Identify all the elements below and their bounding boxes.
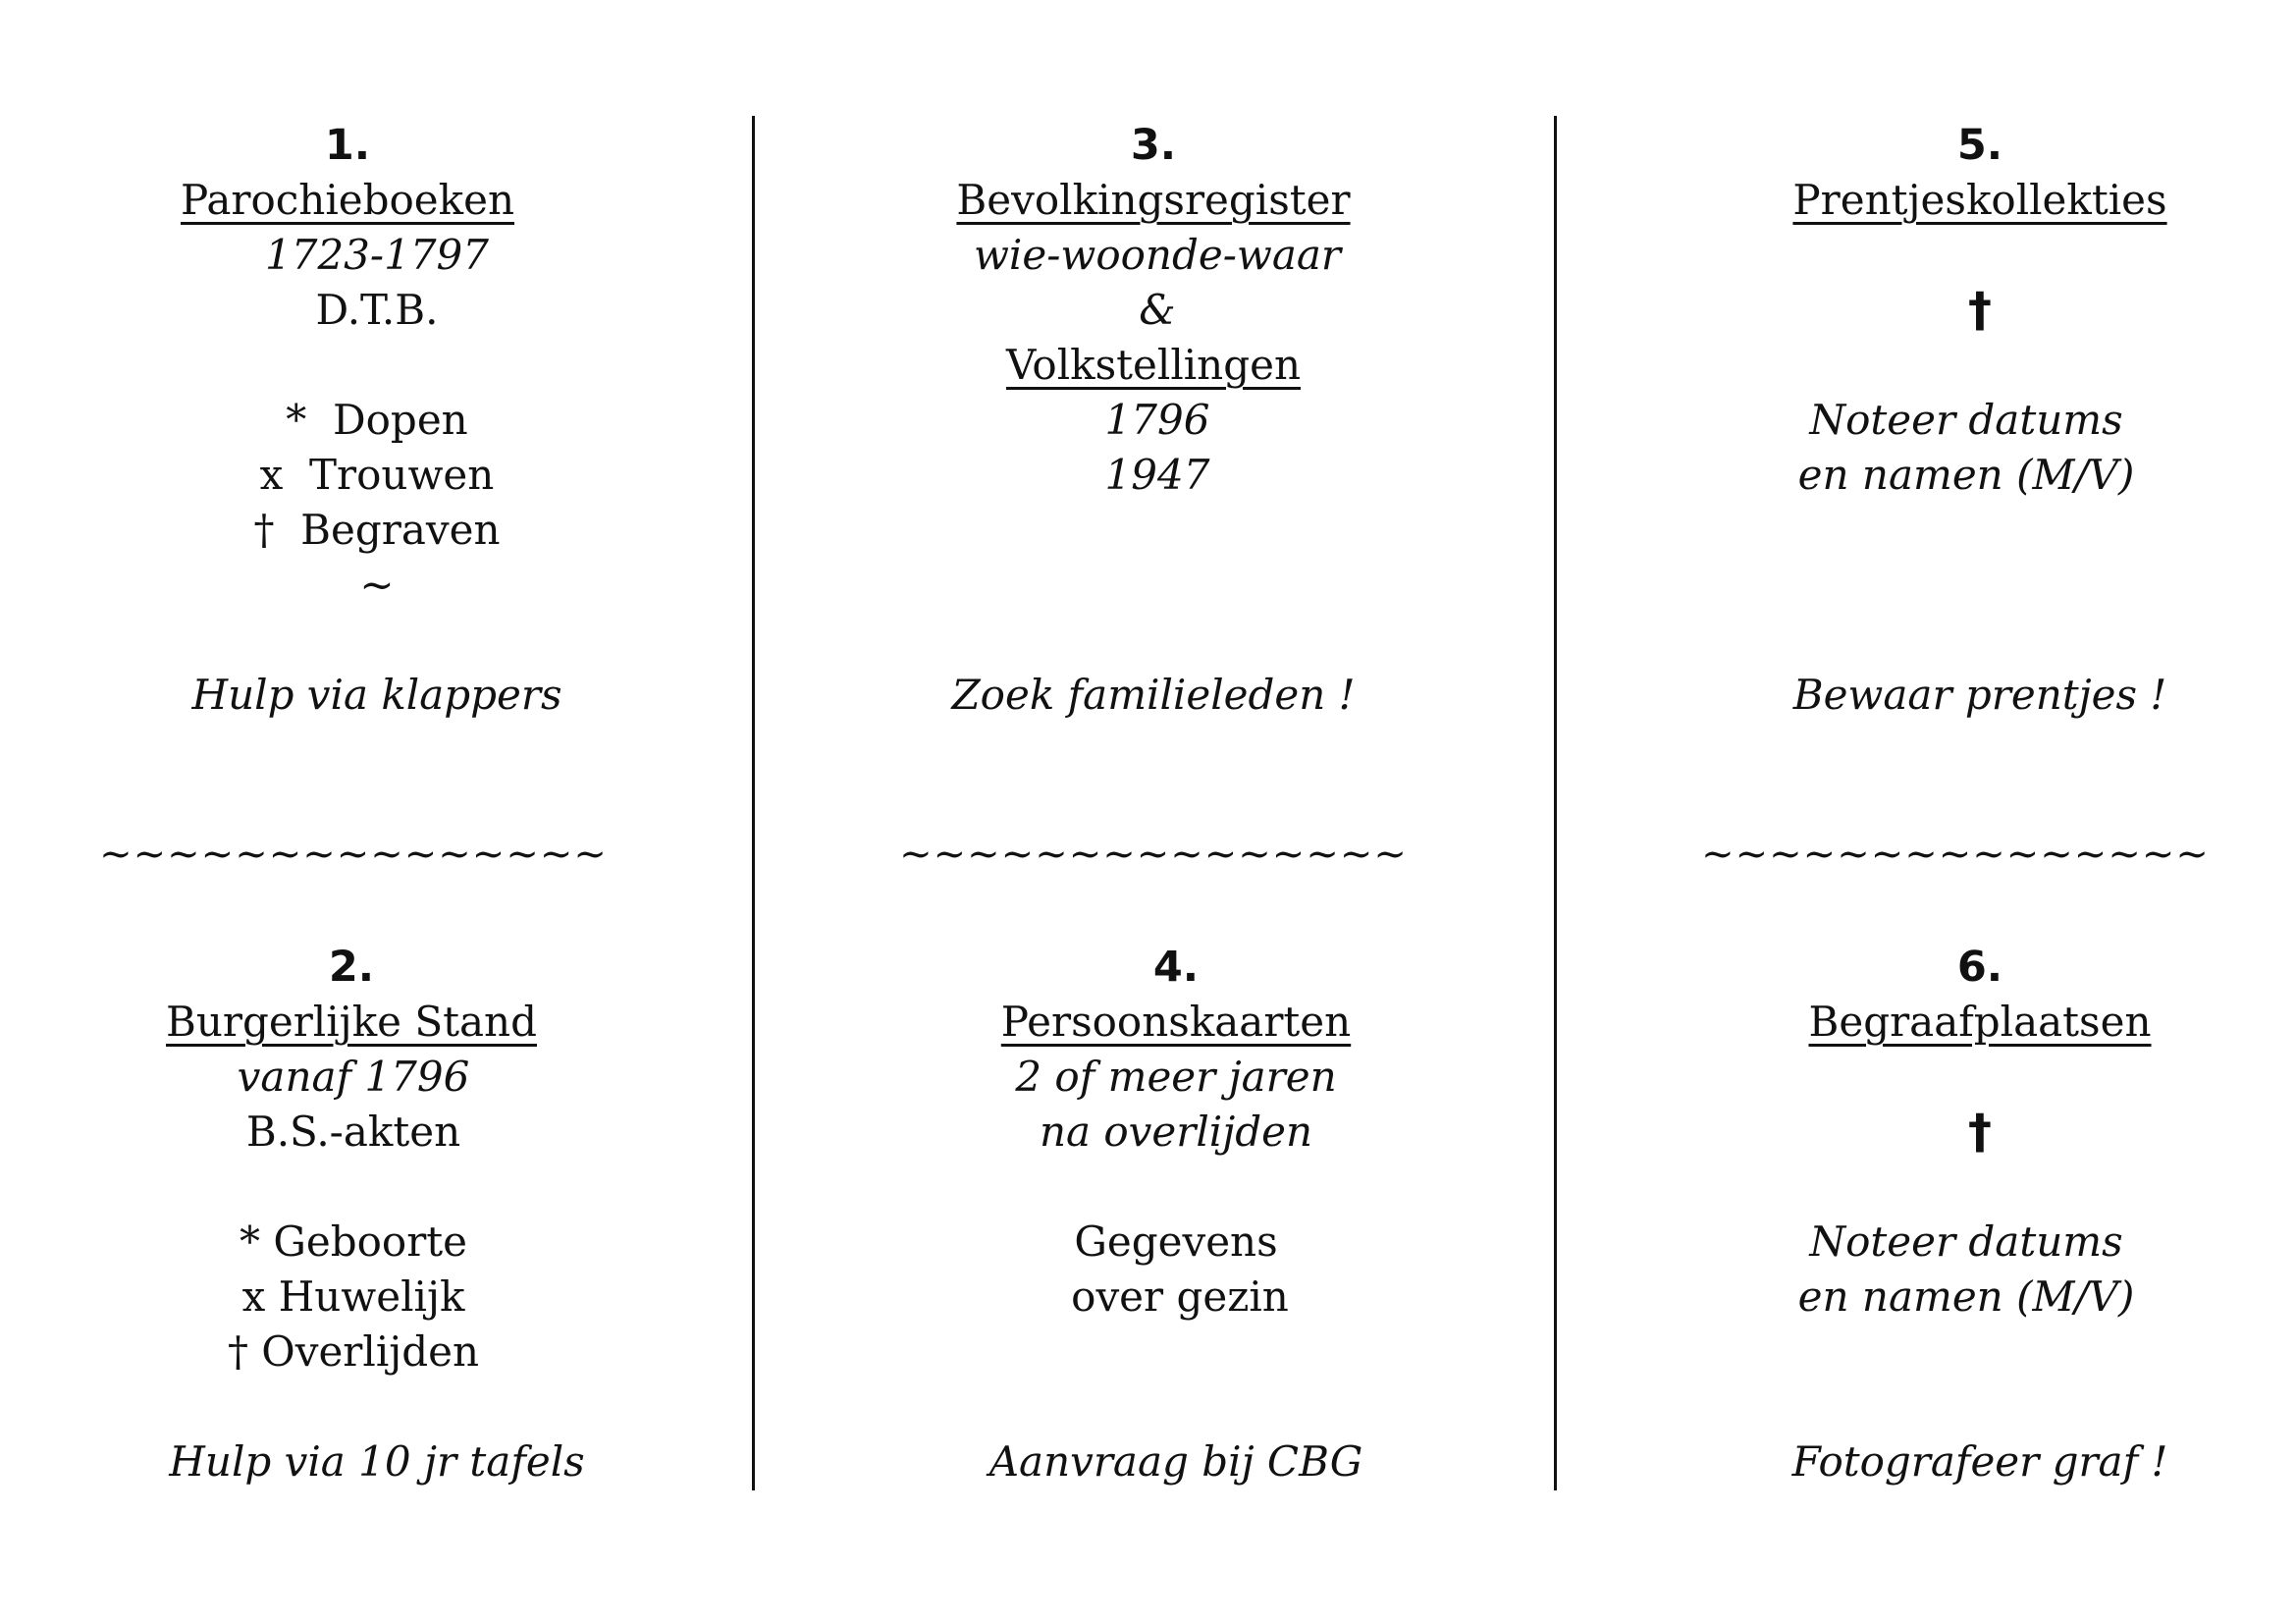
section-tip: Zoek familieleden ! xyxy=(951,671,1356,719)
section-number: 1. xyxy=(324,121,371,170)
section-abbreviation: B.S.-akten xyxy=(245,1108,461,1156)
record-type-item: * Dopen xyxy=(286,396,468,444)
section-tip: Bewaar prentjes ! xyxy=(1792,671,2167,719)
section-title-2: Volkstellingen xyxy=(1005,341,1302,389)
section-title: Parochieboeken xyxy=(180,176,515,224)
section-abbreviation: D.T.B. xyxy=(315,286,439,334)
section-title: Persoonskaarten xyxy=(1000,998,1352,1046)
record-type-item: * Geboorte xyxy=(239,1217,468,1266)
section-note: Noteer datums xyxy=(1809,396,2123,444)
section-title: Bevolkingsregister xyxy=(956,176,1351,224)
section-number: 6. xyxy=(1956,943,2003,992)
tilde-mark: ~ xyxy=(359,561,395,609)
section-title: Burgerlijke Stand xyxy=(166,998,537,1046)
record-type-item: x Trouwen xyxy=(259,451,495,499)
section-info: over gezin xyxy=(1071,1272,1289,1321)
section-subtitle: wie-woonde-waar xyxy=(973,231,1342,279)
column-divider-left xyxy=(752,116,755,1490)
section-title: Prentjeskollekties xyxy=(1792,176,2167,224)
section-note: en namen (M/V) xyxy=(1797,451,2135,499)
section-note: en namen (M/V) xyxy=(1797,1272,2135,1321)
section-separator: ~~~~~~~~~~~~~~~ xyxy=(899,832,1408,877)
section-tip: Fotografeer graf ! xyxy=(1791,1437,2168,1486)
section-tip: Hulp via 10 jr tafels xyxy=(169,1437,585,1486)
section-number: 3. xyxy=(1130,121,1177,170)
section-separator: ~~~~~~~~~~~~~~~ xyxy=(99,832,608,877)
record-type-item: † Overlijden xyxy=(227,1327,480,1376)
record-type-item: x Huwelijk xyxy=(241,1272,465,1321)
section-years: vanaf 1796 xyxy=(237,1053,470,1101)
record-type-item: † Begraven xyxy=(253,506,501,554)
cross-icon: † xyxy=(1968,283,1992,338)
section-subtitle: 2 of meer jaren xyxy=(1015,1053,1337,1101)
section-number: 2. xyxy=(328,943,375,992)
section-number: 5. xyxy=(1956,121,2003,170)
section-title: Begraafplaatsen xyxy=(1808,998,2152,1046)
section-years: 1723-1797 xyxy=(265,231,489,279)
section-info: Gegevens xyxy=(1074,1217,1278,1266)
section-subtitle: na overlijden xyxy=(1039,1108,1313,1156)
cross-icon: † xyxy=(1968,1105,1992,1160)
section-tip: Aanvraag bij CBG xyxy=(988,1437,1363,1486)
section-separator: ~~~~~~~~~~~~~~~ xyxy=(1701,832,2210,877)
ampersand: & xyxy=(1139,286,1176,334)
section-note: Noteer datums xyxy=(1809,1217,2123,1266)
column-divider-right xyxy=(1554,116,1557,1490)
census-year: 1796 xyxy=(1104,396,1210,444)
section-tip: Hulp via klappers xyxy=(191,671,562,719)
section-number: 4. xyxy=(1152,943,1200,992)
census-year: 1947 xyxy=(1104,451,1210,499)
